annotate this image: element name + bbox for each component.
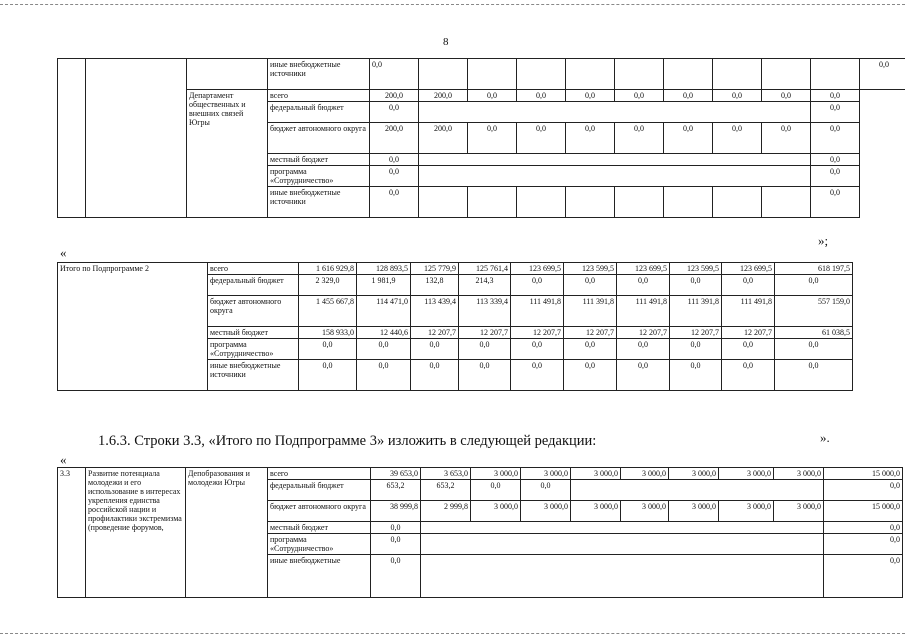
- table-cell: 3 000,0: [719, 501, 774, 522]
- table-cell: 653,2: [371, 480, 421, 501]
- table-cell: всего: [208, 263, 299, 275]
- table-cell: 0,0: [564, 275, 617, 296]
- table-cell: программа «Сотрудничество»: [208, 339, 299, 360]
- table-cell: 0,0: [370, 166, 419, 187]
- table-cell: Депобразования и молодежи Югры: [186, 468, 268, 598]
- table-cell: [58, 59, 86, 218]
- table-cell-empty: [566, 187, 615, 218]
- table-cell: 0,0: [722, 360, 775, 391]
- table-cell: 3 000,0: [774, 468, 824, 480]
- table-cell: федеральный бюджет: [268, 480, 371, 501]
- table-cell: 0,0: [824, 555, 903, 598]
- table-cell: 0,0: [521, 480, 571, 501]
- table-cell: 0,0: [564, 360, 617, 391]
- table-row: [58, 59, 905, 90]
- table-cell: 0,0: [617, 360, 670, 391]
- table-cell: 0,0: [762, 123, 811, 154]
- table-cell: 111 391,8: [564, 296, 617, 327]
- table-cell: [187, 59, 268, 90]
- table-row-3-3: [57, 467, 903, 598]
- table-cell: 3 000,0: [621, 468, 669, 480]
- scan-edge-bottom: [0, 633, 905, 634]
- table-cell: 123 599,5: [670, 263, 722, 275]
- table-cell: [566, 59, 615, 90]
- table-cell: 132,8: [411, 275, 459, 296]
- table-cell: бюджет автономного округа: [268, 501, 371, 522]
- table-cell: 111 491,8: [617, 296, 670, 327]
- table-cell-empty: [468, 187, 517, 218]
- table-cell: 0,0: [811, 123, 860, 154]
- table-cell: 0,0: [811, 90, 860, 102]
- table-cell: 200,0: [370, 90, 419, 102]
- table-cell: 123 599,5: [564, 263, 617, 275]
- table-cell: 3 000,0: [571, 501, 621, 522]
- table-title-cell: Итого по Подпрограмме 2: [58, 263, 208, 391]
- quote-close: »;: [818, 233, 829, 248]
- table-cell: 61 038,5: [775, 327, 853, 339]
- table-cell: [517, 59, 566, 90]
- table-cell: 3 653,0: [421, 468, 471, 480]
- table-cell-empty: [421, 522, 824, 534]
- table-cell: всего: [268, 90, 370, 102]
- table-cell: 12 207,7: [722, 327, 775, 339]
- table-cell: 557 159,0: [775, 296, 853, 327]
- table-cell-empty: [615, 187, 664, 218]
- table-cell: 0,0: [411, 339, 459, 360]
- table-cell-empty: [419, 154, 811, 166]
- table-cell: 618 197,5: [775, 263, 853, 275]
- table-cell: местный бюджет: [268, 154, 370, 166]
- scan-edge-top: [0, 4, 905, 5]
- table-cell: 1 616 929,8: [299, 263, 357, 275]
- table-cell: 0,0: [357, 360, 411, 391]
- table-cell: [713, 59, 762, 90]
- table-cell: [86, 59, 187, 218]
- table-cell-empty: [713, 187, 762, 218]
- table-cell: 0,0: [664, 90, 713, 102]
- table-cell: 128 893,5: [357, 263, 411, 275]
- table-cell: 3 000,0: [471, 468, 521, 480]
- section-heading: 1.6.3. Строки 3.3, «Итого по Подпрограмме 3» изложить в следующей редакции:: [98, 433, 597, 449]
- table-cell: 0,0: [722, 275, 775, 296]
- table-cell: 0,0: [566, 90, 615, 102]
- table-cell: 3 000,0: [571, 468, 621, 480]
- table-cell: Развитие потенциала молодежи и его использование в интересах укрепления единства российской нации и профилактики экстремизма (проведение форумов,: [86, 468, 186, 598]
- table-cell: местный бюджет: [268, 522, 371, 534]
- table-cell: 12 440,6: [357, 327, 411, 339]
- table-cell: 0,0: [357, 339, 411, 360]
- table-cell: 0,0: [299, 360, 357, 391]
- table-cell: иные внебюджетные источники: [268, 187, 370, 218]
- table-cell: федеральный бюджет: [268, 102, 370, 123]
- table-cell: 0,0: [775, 275, 853, 296]
- table-cell: 0,0: [670, 339, 722, 360]
- table-cell-empty: [571, 480, 824, 501]
- table-department-rows: [57, 58, 905, 218]
- table-cell: 3 000,0: [669, 501, 719, 522]
- table-row: [58, 468, 903, 480]
- table-cell: 0,0: [566, 123, 615, 154]
- table-cell: 0,0: [860, 59, 905, 90]
- table-cell: 3 000,0: [521, 501, 571, 522]
- table-cell: [811, 59, 860, 90]
- table-cell-empty: [664, 187, 713, 218]
- table-cell: 1 981,9: [357, 275, 411, 296]
- table-cell: 0,0: [411, 360, 459, 391]
- table-cell: 0,0: [511, 339, 564, 360]
- table-cell-empty: [762, 187, 811, 218]
- table-cell: 0,0: [811, 154, 860, 166]
- table-cell: 0,0: [370, 187, 419, 218]
- table-cell: 2 999,8: [421, 501, 471, 522]
- table-cell: программа «Сотрудничество»: [268, 166, 370, 187]
- table-cell: 3 000,0: [521, 468, 571, 480]
- table-cell: 39 653,0: [371, 468, 421, 480]
- table-cell: 200,0: [419, 90, 468, 102]
- table-cell: 0,0: [370, 154, 419, 166]
- table-cell: 0,0: [811, 102, 860, 123]
- table-cell-empty: [419, 102, 811, 123]
- table-cell: 0,0: [775, 360, 853, 391]
- table-cell: 0,0: [371, 534, 421, 555]
- table-cell: 0,0: [824, 522, 903, 534]
- table-cell-empty: [421, 534, 824, 555]
- table-cell: иные внебюджетные источники: [268, 59, 370, 90]
- table-cell: 0,0: [811, 187, 860, 218]
- table-cell: иные внебюджетные: [268, 555, 371, 598]
- table-cell: 3 000,0: [669, 468, 719, 480]
- table-cell: 111 491,8: [722, 296, 775, 327]
- table-cell: 123 699,5: [511, 263, 564, 275]
- table-cell: 0,0: [370, 102, 419, 123]
- table-cell: федеральный бюджет: [208, 275, 299, 296]
- table-cell: 0,0: [517, 90, 566, 102]
- table-cell: 3 000,0: [471, 501, 521, 522]
- table-cell: бюджет автономного округа: [208, 296, 299, 327]
- quote-close: ».: [820, 430, 830, 445]
- table-cell: 0,0: [775, 339, 853, 360]
- table-cell-empty: [421, 555, 824, 598]
- table-cell: 125 779,9: [411, 263, 459, 275]
- table-cell: [468, 59, 517, 90]
- table-cell: 200,0: [419, 123, 468, 154]
- table-cell: 0,0: [459, 339, 511, 360]
- table-cell: 113 439,4: [411, 296, 459, 327]
- table-cell: местный бюджет: [208, 327, 299, 339]
- table-cell: 0,0: [713, 123, 762, 154]
- table-cell: 0,0: [468, 123, 517, 154]
- table-cell: 123 699,5: [722, 263, 775, 275]
- table-cell: 125 761,4: [459, 263, 511, 275]
- table-cell: 123 699,5: [617, 263, 670, 275]
- table-cell: 12 207,7: [511, 327, 564, 339]
- table-cell: Департамент общественных и внешних связей Югры: [187, 90, 268, 218]
- table-cell: 3 000,0: [621, 501, 669, 522]
- table-cell: 0,0: [722, 339, 775, 360]
- table-row: [58, 263, 853, 275]
- table-total-subprogram-2: [57, 262, 853, 391]
- table-cell: 0,0: [664, 123, 713, 154]
- table-cell: 15 000,0: [824, 468, 903, 480]
- table-cell: иные внебюджетные источники: [208, 360, 299, 391]
- table-cell: 113 339,4: [459, 296, 511, 327]
- table-cell: [615, 59, 664, 90]
- table-cell: 3.3: [58, 468, 86, 598]
- page-number: 8: [443, 36, 449, 48]
- table-cell: 0,0: [811, 166, 860, 187]
- table-cell: 0,0: [670, 360, 722, 391]
- table-cell: 0,0: [471, 480, 521, 501]
- table-cell: 0,0: [615, 90, 664, 102]
- table-cell: 0,0: [762, 90, 811, 102]
- table-cell: 111 391,8: [670, 296, 722, 327]
- table-cell: 0,0: [564, 339, 617, 360]
- table-cell-empty: [517, 187, 566, 218]
- quote-open: «: [60, 452, 67, 467]
- table-cell: бюджет автономного округа: [268, 123, 370, 154]
- table-cell: 0,0: [824, 534, 903, 555]
- table-cell: 0,0: [511, 360, 564, 391]
- table-cell: 111 491,8: [511, 296, 564, 327]
- table-cell: 0,0: [468, 90, 517, 102]
- table-cell: 200,0: [370, 123, 419, 154]
- table-cell: 158 933,0: [299, 327, 357, 339]
- table-cell: программа «Сотрудничество»: [268, 534, 371, 555]
- table-cell: 12 207,7: [411, 327, 459, 339]
- table-cell: 0,0: [371, 522, 421, 534]
- table-cell: 0,0: [511, 275, 564, 296]
- table-cell: 0,0: [371, 555, 421, 598]
- table-cell: 0,0: [299, 339, 357, 360]
- table-cell: 214,3: [459, 275, 511, 296]
- table-cell: 0,0: [824, 480, 903, 501]
- table-cell: [664, 59, 713, 90]
- table-cell-empty: [419, 187, 468, 218]
- table-cell: 0,0: [617, 339, 670, 360]
- table-cell: 12 207,7: [564, 327, 617, 339]
- table-cell: 0,0: [459, 360, 511, 391]
- table-cell: 12 207,7: [459, 327, 511, 339]
- table-cell: 0,0: [617, 275, 670, 296]
- table-cell: 0,0: [370, 59, 419, 90]
- table-cell: 3 000,0: [774, 501, 824, 522]
- table-cell: 0,0: [670, 275, 722, 296]
- table-cell: 38 999,8: [371, 501, 421, 522]
- table-cell: 0,0: [713, 90, 762, 102]
- table-cell: 0,0: [517, 123, 566, 154]
- table-cell: [762, 59, 811, 90]
- table-cell: 12 207,7: [670, 327, 722, 339]
- table-cell: 653,2: [421, 480, 471, 501]
- table-cell: 0,0: [615, 123, 664, 154]
- table-cell: всего: [268, 468, 371, 480]
- table-cell: 3 000,0: [719, 468, 774, 480]
- table-cell: 12 207,7: [617, 327, 670, 339]
- table-cell: 1 455 667,8: [299, 296, 357, 327]
- table-cell: [419, 59, 468, 90]
- quote-open: «: [60, 245, 67, 260]
- table-cell-empty: [419, 166, 811, 187]
- table-cell: 2 329,0: [299, 275, 357, 296]
- table-cell: 15 000,0: [824, 501, 903, 522]
- table-cell: 114 471,0: [357, 296, 411, 327]
